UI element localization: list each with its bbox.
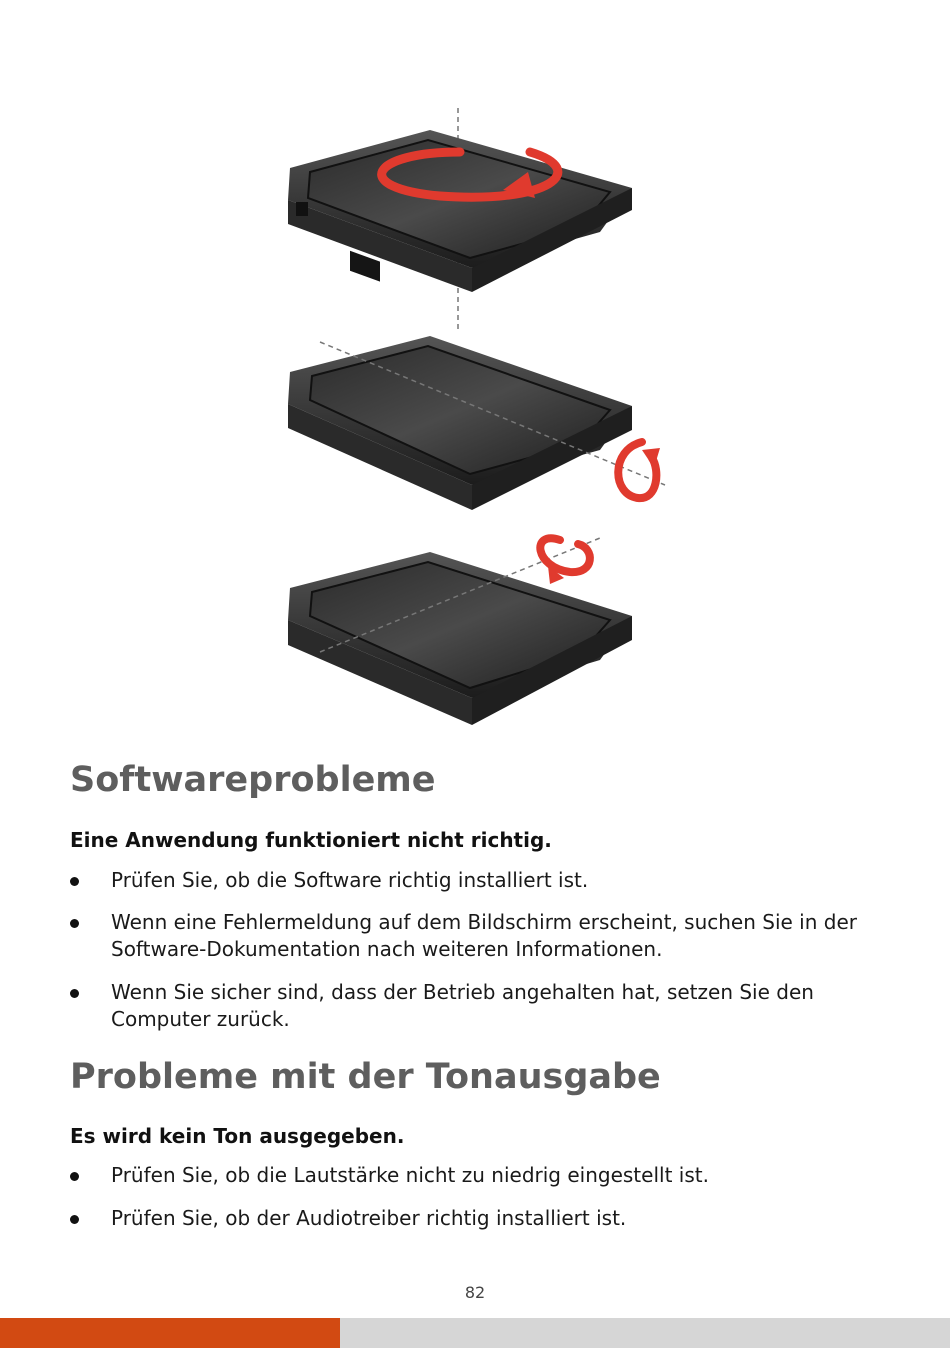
bullet-icon [70, 1215, 79, 1224]
footer-gray-bar [340, 1318, 950, 1348]
tablet-device-middle [288, 336, 665, 510]
section-subtitle-audio: Es wird kein Ton ausgegeben. [70, 1124, 405, 1148]
page-number: 82 [464, 1283, 486, 1302]
tablet-device-top [288, 108, 632, 332]
list-item-text: Prüfen Sie, ob die Software richtig installiert ist. [111, 868, 589, 892]
section-title-software: Softwareprobleme [70, 760, 436, 800]
tablet-device-bottom [288, 538, 632, 725]
list-item-text: Prüfen Sie, ob der Audiotreiber richtig installiert ist. [111, 1206, 627, 1230]
list-item-text: Prüfen Sie, ob die Lautstärke nicht zu niedrig eingestellt ist. [111, 1163, 709, 1187]
list-item-text: Wenn Sie sicher sind, dass der Betrieb angehalten hat, setzen Sie den Computer zurück. [111, 980, 814, 1031]
bullet-icon [70, 989, 79, 998]
bullet-icon [70, 919, 79, 928]
bullet-icon [70, 877, 79, 886]
footer-accent-bar [0, 1318, 340, 1348]
bullet-icon [70, 1172, 79, 1181]
section-title-audio: Probleme mit der Tonausgabe [70, 1057, 661, 1097]
tablet-rotation-illustration [260, 100, 680, 740]
list-item-text: Wenn eine Fehlermeldung auf dem Bildschirm erscheint, suchen Sie in der Software-Dokumentation nach weiteren Informationen. [111, 910, 857, 961]
rotation-arrow-icon [540, 538, 590, 572]
section-subtitle-software: Eine Anwendung funktioniert nicht richtig. [70, 828, 552, 852]
